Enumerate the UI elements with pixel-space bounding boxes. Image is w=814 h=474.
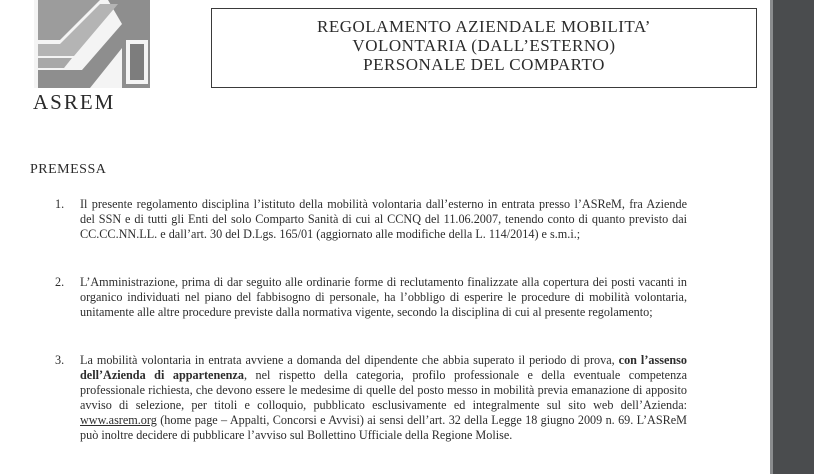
title-line-1: REGOLAMENTO AZIENDALE MOBILITA’: [317, 17, 651, 36]
asrem-logo: [30, 0, 160, 112]
asrem-logo-icon: [30, 0, 160, 95]
title-line-2: VOLONTARIA (DALL’ESTERNO): [352, 36, 616, 55]
item-text-bold: con l’assenso dell’Azienda di appartenenza: [80, 353, 687, 382]
list-item: [55, 353, 687, 443]
section-title: PREMESSA: [30, 162, 107, 177]
item-number: 2.: [55, 275, 65, 289]
item-number: 1.: [55, 197, 65, 211]
item-text-part: La mobilità volontaria in entrata avviene a domanda del dipendente che abbia superato il periodo di prova,: [80, 353, 615, 367]
item-number: 3.: [55, 353, 65, 367]
document-title-box: [211, 8, 757, 88]
item-text: L’Amministrazione, prima di dar seguito alle ordinarie forme di reclutamento finalizzate alla copertura dei posti vacanti in organico individuati nel piano del fabbisogno di personale, ha l’obbligo di esperire le procedure di mobilità volontaria, unitamente alle altre procedure previste dalla normativa vigente, secondo la disciplina di cui al presente regolamento;: [80, 275, 687, 319]
logo-text: ASREM: [33, 90, 116, 114]
list-item: [55, 197, 687, 242]
item-text-part: , nel rispetto della categoria, profilo professionale e della eventuale competenza professionale richiesta, che devono essere le medesime di quelle del posto messo in mobilità previa emanazione di apposito avviso di selezione, per titoli e colloquio, pubblicato esclusivamente ed integralmente sul sito web dell’Azienda:: [80, 368, 687, 412]
list-item: [55, 275, 687, 320]
viewer-background: [773, 0, 814, 474]
website-link[interactable]: www.asrem.org: [80, 413, 157, 427]
item-text: Il presente regolamento disciplina l’istituto della mobilità volontaria dall’esterno in entrata presso l’ASReM, fra Aziende del SSN e di tutti gli Enti del solo Comparto Sanità di cui al CCNQ del 11.06.2007, tenendo conto di quanto previsto dai CC.CC.NN.LL. e dall’art. 30 del D.Lgs. 165/01 (aggiornato alle modifiche della L. 114/2014) e s.m.i.;: [80, 197, 687, 241]
item-text: [80, 353, 687, 443]
title-line-3: PERSONALE DEL COMPARTO: [363, 55, 605, 74]
item-text-part: (home page – Appalti, Concorsi e Avvisi) ai sensi dell’art. 32 della Legge 18 giugno 2009 n. 69. L’ASReM può inoltre decidere di pubblicare l’avviso sul Bollettino Ufficiale della Regione Molise.: [80, 413, 687, 442]
